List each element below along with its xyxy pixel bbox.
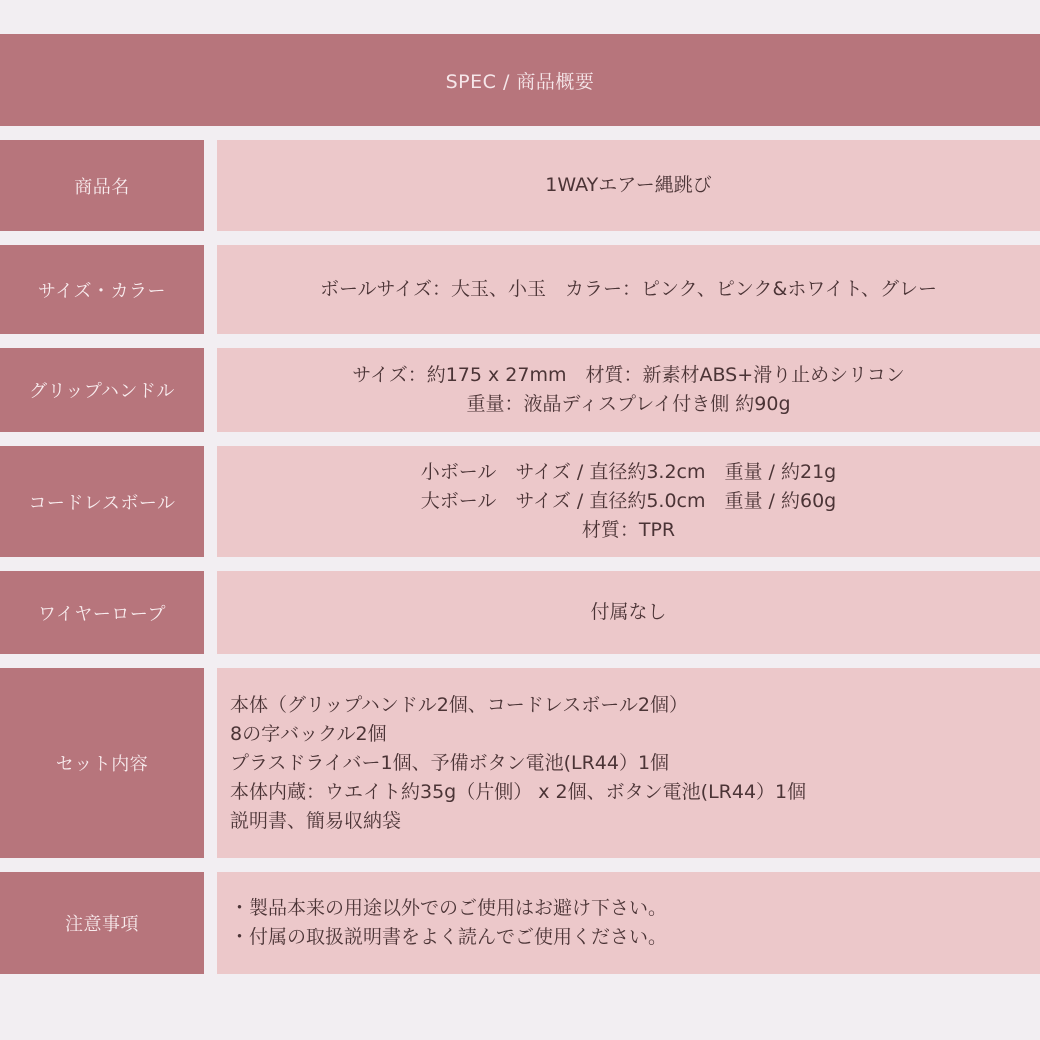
spec-row-grip-handle: [0, 348, 1040, 432]
row-label: 注意事項: [0, 872, 204, 974]
row-value: [217, 245, 1040, 334]
row-label: サイズ・カラー: [0, 245, 204, 334]
row-label: セット内容: [0, 668, 204, 858]
row-value: [217, 872, 1040, 974]
row-label: ワイヤーロープ: [0, 571, 204, 654]
spec-row-wire-rope: [0, 571, 1040, 654]
spec-row-size-color: [0, 245, 1040, 334]
value-line: ・付属の取扱説明書をよく読んでご使用ください。: [230, 926, 668, 948]
value-line: 材質：TPR: [581, 519, 676, 541]
value-line: 重量：液晶ディスプレイ付き側 約90g: [466, 393, 791, 415]
row-value: [217, 571, 1040, 654]
value-line: 小ボール サイズ / 直径約3.2cm 重量 / 約21g: [420, 461, 837, 483]
spec-header: [0, 34, 1040, 126]
value-line: サイズ：約175 x 27mm 材質：新素材ABS+滑り止めシリコン: [352, 364, 905, 386]
value-line: 付属なし: [590, 601, 667, 623]
value-line: 1WAYエアー縄跳び: [545, 174, 712, 196]
value-line: 本体（グリップハンドル2個、コードレスボール2個）: [230, 693, 688, 716]
value-line: 本体内蔵：ウエイト約35g（片側） x 2個、ボタン電池(LR44）1個: [230, 780, 807, 803]
row-label: コードレスボール: [0, 446, 204, 557]
row-value: [217, 446, 1040, 557]
value-line: 大ボール サイズ / 直径約5.0cm 重量 / 約60g: [420, 490, 837, 512]
spec-row-set-contents: [0, 668, 1040, 858]
row-value: [217, 140, 1040, 231]
row-value: [217, 348, 1040, 432]
spec-title: SPEC / 商品概要: [445, 70, 595, 93]
value-line: プラスドライバー1個、予備ボタン電池(LR44）1個: [230, 751, 670, 774]
row-value: [217, 668, 1040, 858]
spec-row-notes: [0, 872, 1040, 974]
value-line: 説明書、簡易収納袋: [230, 809, 402, 832]
spec-row-cordless-ball: [0, 446, 1040, 557]
row-label: 商品名: [0, 140, 204, 231]
spec-row-product-name: [0, 140, 1040, 231]
value-line: ・製品本来の用途以外でのご使用はお避け下さい。: [230, 897, 668, 919]
value-line: 8の字バックル2個: [230, 722, 387, 745]
row-label: グリップハンドル: [0, 348, 204, 432]
value-line: ボールサイズ：大玉、小玉 カラー：ピンク、ピンク&ホワイト、グレー: [319, 278, 938, 300]
